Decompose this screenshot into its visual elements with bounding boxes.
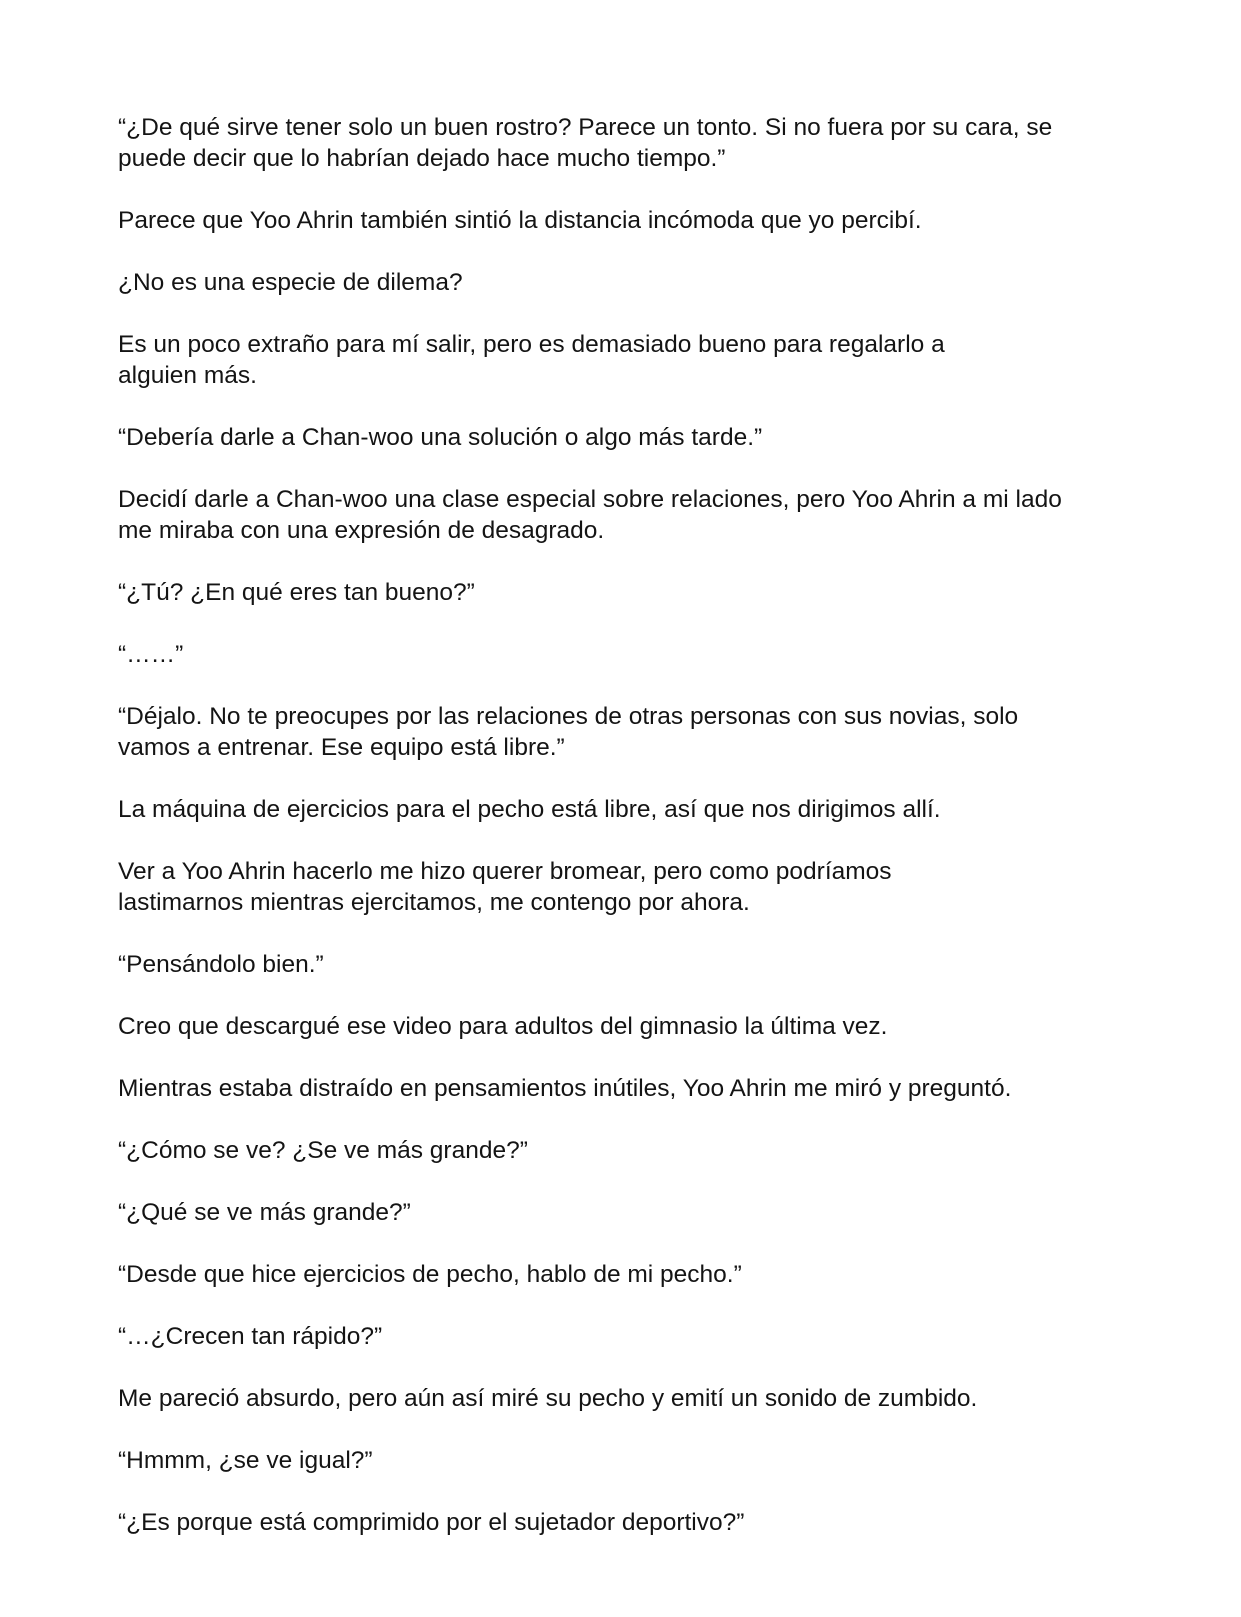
paragraph: “Pensándolo bien.” [118, 951, 324, 978]
paragraph: Creo que descargué ese video para adultos del gimnasio la última vez. [118, 1013, 888, 1040]
paragraph: “¿Qué se ve más grande?” [118, 1199, 411, 1226]
paragraph: Ver a Yoo Ahrin hacerlo me hizo querer bromear, pero como podríamos lastimarnos mientras ejercitamos, me contengo por ahora. [118, 858, 892, 916]
paragraph: Me pareció absurdo, pero aún así miré su pecho y emití un sonido de zumbido. [118, 1385, 978, 1412]
paragraph: La máquina de ejercicios para el pecho está libre, así que nos dirigimos allí. [118, 796, 941, 823]
paragraph: “Debería darle a Chan-woo una solución o algo más tarde.” [118, 424, 763, 451]
paragraph: Decidí darle a Chan-woo una clase especial sobre relaciones, pero Yoo Ahrin a mi lado me miraba con una expresión de desagrado. [118, 486, 1062, 544]
paragraph: ¿No es una especie de dilema? [118, 269, 463, 296]
paragraph: “Desde que hice ejercicios de pecho, hablo de mi pecho.” [118, 1261, 742, 1288]
paragraph: “Hmmm, ¿se ve igual?” [118, 1447, 373, 1474]
paragraph: “……” [118, 641, 184, 668]
paragraph: “…¿Crecen tan rápido?” [118, 1323, 383, 1350]
paragraph: “¿Tú? ¿En qué eres tan bueno?” [118, 579, 475, 606]
paragraph: “¿De qué sirve tener solo un buen rostro? Parece un tonto. Si no fuera por su cara, se puede decir que lo habrían dejado hace mucho tiempo.” [118, 114, 1053, 172]
paragraph: Mientras estaba distraído en pensamientos inútiles, Yoo Ahrin me miró y preguntó. [118, 1075, 1012, 1102]
paragraph: “¿Cómo se ve? ¿Se ve más grande?” [118, 1137, 528, 1164]
paragraph: Es un poco extraño para mí salir, pero es demasiado bueno para regalarlo a alguien más. [118, 331, 945, 389]
paragraph: Parece que Yoo Ahrin también sintió la distancia incómoda que yo percibí. [118, 207, 922, 234]
paragraph: “Déjalo. No te preocupes por las relaciones de otras personas con sus novias, solo vamos a entrenar. Ese equipo está libre.” [118, 703, 1019, 761]
document-body [118, 112, 1128, 1569]
paragraph: “¿Es porque está comprimido por el sujetador deportivo?” [118, 1509, 745, 1536]
